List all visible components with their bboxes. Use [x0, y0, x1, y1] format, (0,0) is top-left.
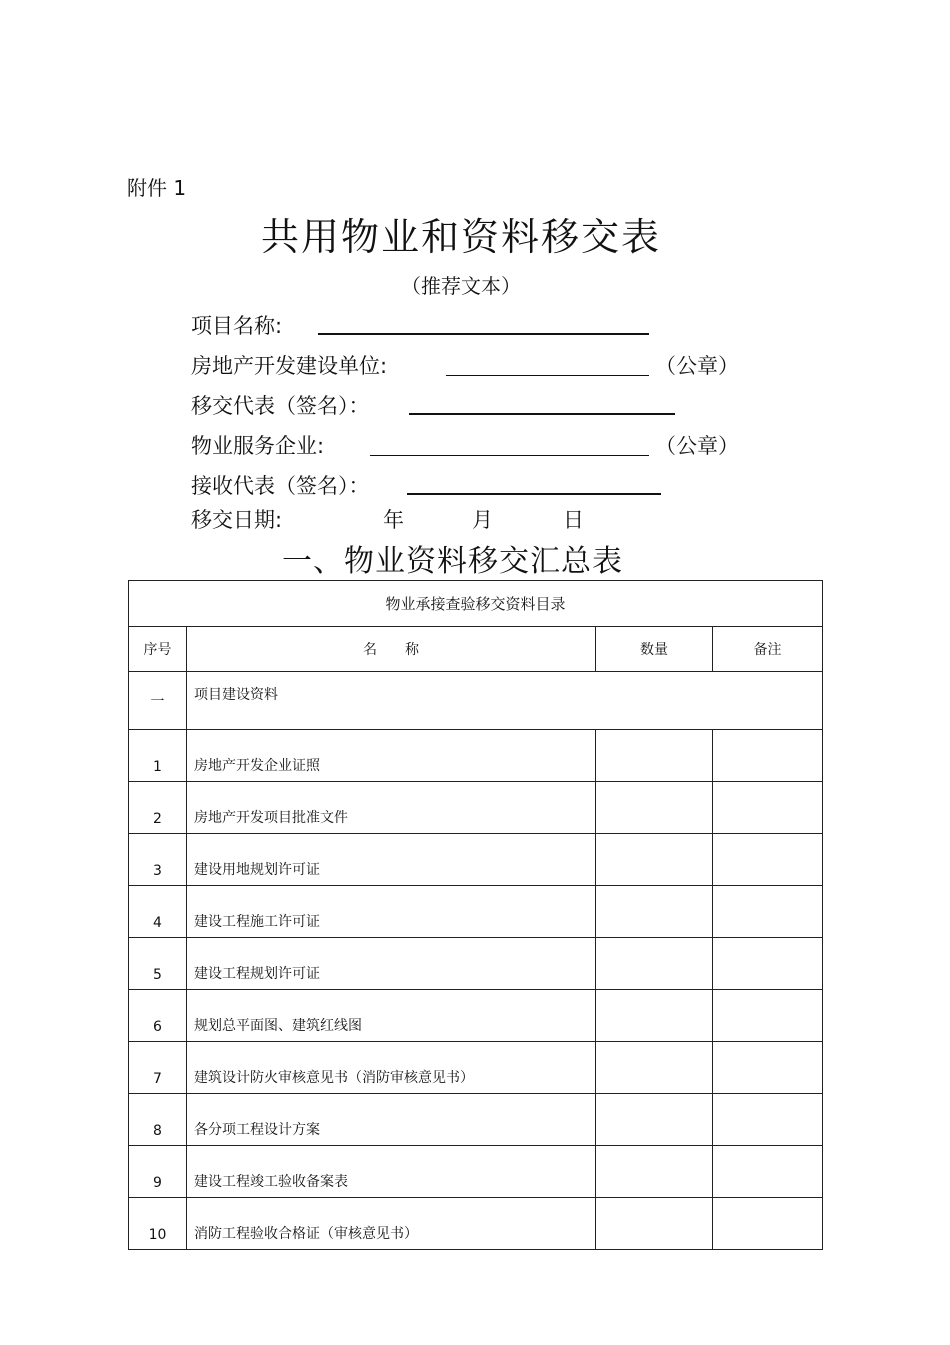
row-quantity-cell[interactable]: [596, 730, 713, 782]
row-name: 建设用地规划许可证: [187, 834, 596, 886]
row-remark-cell[interactable]: [713, 1094, 823, 1146]
developer-line: [446, 375, 649, 376]
property-company-line: [370, 455, 649, 456]
table-row: [129, 834, 823, 886]
date-month: 月: [472, 508, 493, 532]
row-remark-cell[interactable]: [713, 1146, 823, 1198]
row-name: 消防工程验收合格证（审核意见书）: [187, 1198, 596, 1250]
section-row: [129, 672, 823, 730]
table-row: [129, 1198, 823, 1250]
receive-rep-label: 接收代表（签名）：: [191, 474, 370, 498]
table-row: [129, 1146, 823, 1198]
row-quantity-cell[interactable]: [596, 782, 713, 834]
project-name-line: [318, 333, 649, 335]
row-name: 房地产开发企业证照: [187, 730, 596, 782]
row-remark-cell[interactable]: [713, 886, 823, 938]
row-num: 2: [129, 782, 187, 834]
table-header-row: [129, 627, 823, 672]
header-seq: 序号: [129, 627, 187, 672]
row-num: 3: [129, 834, 187, 886]
table-caption: 物业承接查验移交资料目录: [129, 581, 823, 627]
row-remark-cell[interactable]: [713, 1198, 823, 1250]
developer-seal: （公章）: [655, 354, 739, 378]
handover-rep-label: 移交代表（签名）：: [191, 394, 370, 418]
row-quantity-cell[interactable]: [596, 938, 713, 990]
table-row: [129, 886, 823, 938]
row-name: 房地产开发项目批准文件: [187, 782, 596, 834]
row-name: 规划总平面图、建筑红线图: [187, 990, 596, 1042]
row-remark-cell[interactable]: [713, 990, 823, 1042]
date-day: 日: [563, 508, 584, 532]
row-quantity-cell[interactable]: [596, 1198, 713, 1250]
row-remark-cell[interactable]: [713, 834, 823, 886]
table-row: [129, 938, 823, 990]
row-num: 7: [129, 1042, 187, 1094]
row-name: 建设工程竣工验收备案表: [187, 1146, 596, 1198]
table-row: [129, 990, 823, 1042]
row-remark-cell[interactable]: [713, 730, 823, 782]
developer-label: 房地产开发建设单位:: [191, 354, 388, 378]
row-quantity-cell[interactable]: [596, 886, 713, 938]
section-name: 项目建设资料: [187, 672, 823, 730]
document-title: 共用物业和资料移交表: [260, 215, 661, 259]
row-num: 10: [129, 1198, 187, 1250]
row-num: 6: [129, 990, 187, 1042]
row-name: 建设工程施工许可证: [187, 886, 596, 938]
handover-date-label: 移交日期:: [191, 508, 283, 532]
header-remark: 备注: [713, 627, 823, 672]
document-subtitle: （推荐文本）: [401, 274, 521, 298]
property-seal: （公章）: [655, 434, 739, 458]
header-name: 名 称: [187, 627, 596, 672]
row-quantity-cell[interactable]: [596, 1146, 713, 1198]
attachment-label: 附件 1: [127, 176, 187, 200]
row-name: 建设工程规划许可证: [187, 938, 596, 990]
row-remark-cell[interactable]: [713, 938, 823, 990]
row-name: 建筑设计防火审核意见书（消防审核意见书）: [187, 1042, 596, 1094]
date-year: 年: [383, 508, 404, 532]
table-row: [129, 782, 823, 834]
handover-table: [128, 580, 823, 1250]
receive-rep-line: [407, 493, 661, 495]
section-title: 一、物业资料移交汇总表: [282, 544, 623, 579]
row-num: 4: [129, 886, 187, 938]
header-quantity: 数量: [596, 627, 713, 672]
row-num: 5: [129, 938, 187, 990]
handover-rep-line: [409, 413, 675, 415]
row-quantity-cell[interactable]: [596, 990, 713, 1042]
property-company-label: 物业服务企业:: [191, 434, 325, 458]
row-num: 1: [129, 730, 187, 782]
table-row: [129, 730, 823, 782]
project-name-label: 项目名称:: [191, 314, 283, 338]
table-row: [129, 1042, 823, 1094]
row-remark-cell[interactable]: [713, 782, 823, 834]
section-num: 一: [129, 672, 187, 730]
row-quantity-cell[interactable]: [596, 834, 713, 886]
table-row: [129, 1094, 823, 1146]
row-num: 8: [129, 1094, 187, 1146]
row-quantity-cell[interactable]: [596, 1094, 713, 1146]
table-caption-row: [129, 581, 823, 627]
row-name: 各分项工程设计方案: [187, 1094, 596, 1146]
row-num: 9: [129, 1146, 187, 1198]
row-quantity-cell[interactable]: [596, 1042, 713, 1094]
row-remark-cell[interactable]: [713, 1042, 823, 1094]
